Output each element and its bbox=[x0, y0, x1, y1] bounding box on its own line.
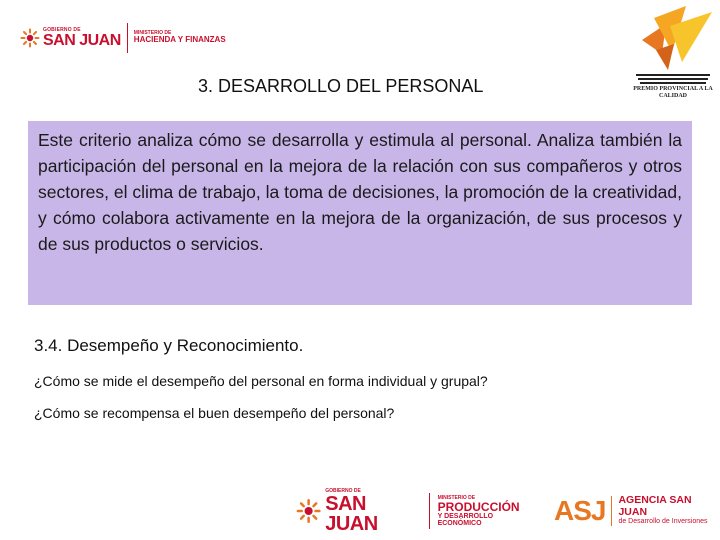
premio-calidad-logo bbox=[632, 4, 714, 104]
prize-line1: PREMIO PROVINCIAL A LA bbox=[633, 86, 713, 92]
agency-name: AGENCIA SAN JUAN bbox=[618, 494, 692, 518]
agency-text bbox=[618, 495, 720, 526]
gobierno-hacienda-logo bbox=[20, 20, 226, 56]
flame-icon bbox=[632, 4, 714, 84]
prize-line2: CALIDAD bbox=[658, 92, 687, 99]
prize-caption bbox=[632, 86, 714, 100]
footer-divider bbox=[429, 493, 430, 529]
footer-ministry-mid: Y DESARROLLO ECONÓMICO bbox=[437, 513, 494, 528]
agency-subtitle: de Desarrollo de Inversiones bbox=[618, 518, 708, 526]
criterio-text: Este criterio analiza cómo se desarrolla y estimula al personal. Analiza también la participación del personal en la mejora de la relación con sus compañeros y otros sectores, el clima de trabajo, la toma de decisiones, la promoción de la creatividad, y cómo colabora activamente en la mejora de la organización, de sus procesos y de sus productos o servicios. bbox=[38, 130, 682, 254]
footer-gobierno-small: GOBIERNO DE bbox=[325, 488, 361, 494]
footer-logos bbox=[296, 486, 720, 536]
sun-logo-icon bbox=[296, 498, 321, 524]
sun-logo-icon bbox=[20, 28, 40, 48]
header-divider bbox=[127, 23, 128, 53]
gobierno-small: GOBIERNO DE bbox=[43, 26, 81, 33]
page-title: 3. DESARROLLO DEL PERSONAL bbox=[198, 76, 484, 96]
asj-logo: ASJ bbox=[554, 495, 606, 526]
question-2: ¿Cómo se recompensa el buen desempeño del personal? bbox=[34, 405, 395, 421]
ministry-big: HACIENDA Y FINANZAS bbox=[133, 35, 226, 45]
footer-gobierno-big: SAN JUAN bbox=[325, 493, 378, 535]
footer-ministry-big: PRODUCCIÓN bbox=[437, 499, 520, 514]
footer-ministry-text bbox=[438, 495, 536, 528]
section-subtitle: 3.4. Desempeño y Reconocimiento. bbox=[34, 336, 304, 355]
footer-gobierno-text bbox=[325, 488, 420, 534]
ministry-small: MINISTERIO DE bbox=[133, 30, 172, 37]
footer-ministry-small: MINISTERIO DE bbox=[437, 494, 476, 501]
ministry-text bbox=[134, 31, 226, 45]
gobierno-big: SAN JUAN bbox=[43, 31, 121, 49]
question-1: ¿Cómo se mide el desempeño del personal en forma individual y grupal? bbox=[34, 373, 488, 389]
criterio-box bbox=[28, 121, 692, 305]
asj-divider bbox=[611, 496, 612, 526]
gobierno-text bbox=[43, 28, 121, 49]
